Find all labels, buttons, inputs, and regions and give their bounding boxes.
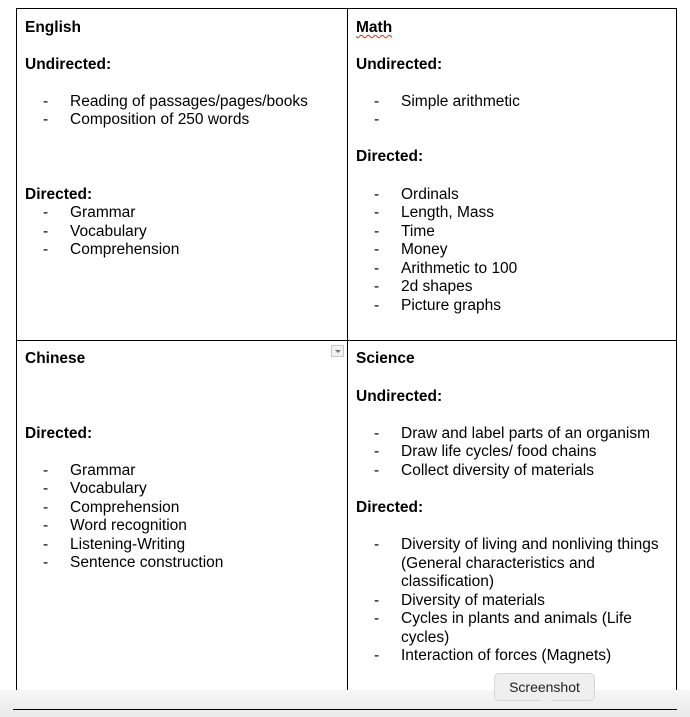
- cell-dropdown-icon[interactable]: [331, 345, 344, 357]
- cell-math[interactable]: Math Undirected: - Simple arithmetic - Directed: - Ordinals - Length, Mass - Time - Money - Arithmetic to 100 - 2d shapes - Picture graphs: [356, 19, 520, 314]
- cell-chinese[interactable]: Chinese Directed: - Grammar - Vocabulary - Comprehension - Word recognition - Listening-Writing - Sentence construction: [17, 341, 347, 709]
- science-title: Science: [356, 350, 415, 367]
- chinese-title: Chinese: [25, 350, 86, 367]
- chinese-directed-label: Directed:: [25, 425, 93, 442]
- science-undirected-label: Undirected:: [356, 388, 443, 405]
- math-undirected-label: Undirected:: [356, 56, 443, 73]
- math-title: Math: [356, 19, 393, 36]
- cell-english[interactable]: English Undirected: - Reading of passages/pages/books - Composition of 250 words Directed: - Grammar - Vocabulary - Comprehension: [25, 19, 308, 258]
- math-directed-label: Directed:: [356, 148, 424, 165]
- english-title: English: [25, 19, 81, 36]
- table-bottom-border: [13, 709, 677, 710]
- english-directed-label: Directed:: [25, 186, 93, 203]
- curriculum-table: [16, 8, 677, 709]
- screenshot-tooltip: Screenshot: [494, 673, 595, 701]
- english-undirected-label: Undirected:: [25, 56, 112, 73]
- cell-science[interactable]: Science Undirected: - Draw and label parts of an organism - Draw life cycles/ food chains - Collect diversity of materials Directed: - Diversity of living and nonliving things (General characteristics and classification) - Diversity of materials - Cycles in plants and animals (Life cycles) - Interaction of forces (Magnets): [356, 350, 659, 664]
- science-directed-label: Directed:: [356, 499, 424, 516]
